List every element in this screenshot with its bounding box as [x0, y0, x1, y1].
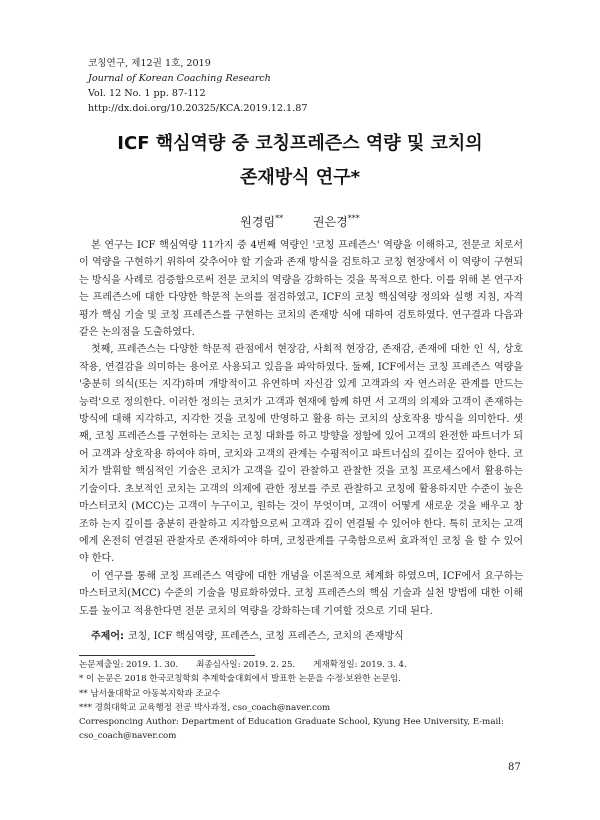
abstract-line: 고객의 관계는 수평적이고 파트너십의 깊이는 깊어야 한다. 코치가 발휘할 핵심적인 기술은	[79, 448, 523, 478]
author-mark: ***	[347, 214, 360, 223]
corresponding-author: Corresponcing Author: Department of Education Graduate School, Kyung Hee University, E-mail:	[79, 717, 504, 728]
journal-name: Journal of Korean Coaching Research	[88, 73, 271, 84]
journal-volume: Vol. 12 No. 1 pp. 87-112	[88, 88, 206, 99]
footnotes	[79, 658, 529, 744]
abstract-line: 첫째, 프레즌스는 다양한 학문적 관점에서 현장감, 사회적 현장감, 존재감, 존재에 대한 인	[91, 344, 484, 356]
abstract-line: 된다.	[410, 605, 433, 617]
abstract-line: 요구하는 마스터코치(MCC) 수준의 기술을 명료화하였다. 코칭 프레즌스의 핵심 기술과 실천	[79, 570, 524, 600]
paper-title-line-2: 존재방식 연구*	[239, 167, 360, 188]
doi-link[interactable]: http://dx.doi.org/10.20325/KCA.2019.12.1.87	[88, 103, 308, 114]
accepted-date: 게재확정일: 2019. 3. 4.	[313, 660, 407, 670]
author-name: 원경림	[240, 215, 276, 229]
abstract-line: (MCC)는 고객이 누구이고, 원하는 것이 무엇이며, 고객이 어떻게 새로운 것을 배우고 창조하	[79, 501, 523, 530]
abstract-line: 코치는 고객의 의제에 관한 정보를 주로 관찰하고 코칭에 활용하지만 수준이 높은 마스터코치	[79, 483, 523, 513]
author-mark: **	[275, 214, 284, 223]
abstract-paragraph	[79, 568, 523, 620]
journal-citation: 코칭연구, 제12권 1호, 2019	[88, 58, 211, 69]
abstract-paragraph	[79, 341, 523, 567]
abstract-line: 프레즌스 역량을 '충분히 의식(또는 지각)하며 개방적이고 유연하며 자신감 있게 고객과의 자	[79, 361, 523, 391]
abstract-line: 식에 대하여 검토하였다. 연구결과 다음과 같은 논의점을 도출하였다.	[79, 309, 523, 339]
abstract-paragraph	[79, 237, 523, 341]
abstract-line: 하는 코치의 상호작용 방식을 의미한다. 셋째, 코칭 프레즌스를 구현하는 코치는 코칭 대화를	[79, 414, 523, 443]
abstract-line: 을 할 수 있어야 한다.	[79, 535, 524, 565]
author-name: 권은경	[312, 215, 348, 229]
author-affiliation-2: *** 경희대학교 교육행정 전공 박사과정, cso_coach@naver.com	[79, 702, 331, 713]
abstract-line: 고객에게 온전히 연결된 관찰자로 존재하여야 하며, 코칭관계를 구축함으로써 효과적인 코칭	[79, 518, 523, 547]
abstract-line: 핵심역량 정의와 실행 지침, 자격 평가 핵심 기술 및 코칭 프레즌스를 구현하는 코치의 존재방	[79, 292, 523, 321]
keywords-text: 코칭, ICF 핵심역량, 프레즌스, 코칭 프레즌스, 코치의 존재방식	[127, 631, 404, 642]
abstract-line: 식, 상호작용, 연결감을 의미하는 용어로 사용되고 있음을 파악하였다. 둘째, ICF에서는 코칭	[79, 344, 524, 373]
keywords	[91, 627, 404, 642]
abstract-line: 하고 방향을 정함에 있어 고객의 완전한 파트너가 되어 고객과 상호작용 하여야 하며, 코치와	[79, 431, 523, 460]
abstract-line: 이 역량이 구현되는 방식을 사례로 검증함으로써 전문 코치의 역량을 강화하는 것을 목적으로	[79, 257, 524, 286]
author-affiliation-1: ** 남서울대학교 아동복지학과 조교수	[79, 688, 221, 699]
abstract-line: 코치가 고객을 깊이 관찰하고 관찰한 것을 코칭 프로세스에서 활용하는 기술이다. 초보적인	[79, 466, 523, 495]
author-list	[0, 213, 600, 230]
journal-info	[88, 56, 307, 116]
abstract-line: 본 연구는 ICF 핵심역량 11가지 중 4번째 역량인 '코칭 프레즌스' 역량을 이해하고, 전문코	[91, 240, 491, 251]
corresponding-email[interactable]: cso_coach@naver.com	[79, 731, 177, 742]
abstract-line: 한다. 이를 위해 본 연구자는 프레즌스에 대한 다양한 학문적 논의를 점검하였고, ICF의 코칭	[79, 274, 523, 304]
abstract-line: 서 고객의 의제와 고객이 존재하는 방식에 대해 지각하고, 지각한 것을 코칭에 반영하고 활용	[79, 396, 523, 426]
funding-note: * 이 논문은 2018 한국코칭학회 추계학술대회에서 발표한 논문을 수정·보완한 논문임.	[79, 674, 401, 685]
page-number: 87	[508, 762, 521, 773]
reviewed-date: 최종심사일: 2019. 2. 25.	[196, 660, 296, 670]
paper-title-line-1: ICF 핵심역량 중 코칭프레즌스 역량 및 코치의	[117, 133, 483, 154]
submission-dates	[79, 658, 529, 672]
keywords-label: 주제어:	[91, 631, 124, 642]
abstract-line: 치로서 이 역량을 구현하기 위하여 갖추어야 할 기술과 존재 방식을 검토하고 코칭 현장에서	[79, 240, 523, 269]
footnote-divider	[79, 655, 255, 656]
received-date: 논문제출일: 2019. 1. 30.	[79, 660, 179, 670]
abstract-line: 는지 깊이를 충분히 관찰하고 지각함으로써 고객과 깊이 연결될 수 있어야 한다. 특히 코치는	[101, 518, 501, 530]
abstract	[79, 237, 523, 620]
abstract-line: 연스러운 관계를 만드는 능력'으로 정의한다. 이러한 정의는 코치가 고객과 현재에 함께 하면	[79, 379, 523, 408]
abstract-line: 방법에 대한 이해도를 높이고 적용한다면 전문 코치의 역량을 강화하는데 기여할 것으로 기대	[79, 588, 523, 617]
abstract-line: 이 연구를 통해 코칭 프레즌스 역량에 대한 개념을 이론적으로 체계화 하였으며, ICF에서	[91, 570, 481, 582]
